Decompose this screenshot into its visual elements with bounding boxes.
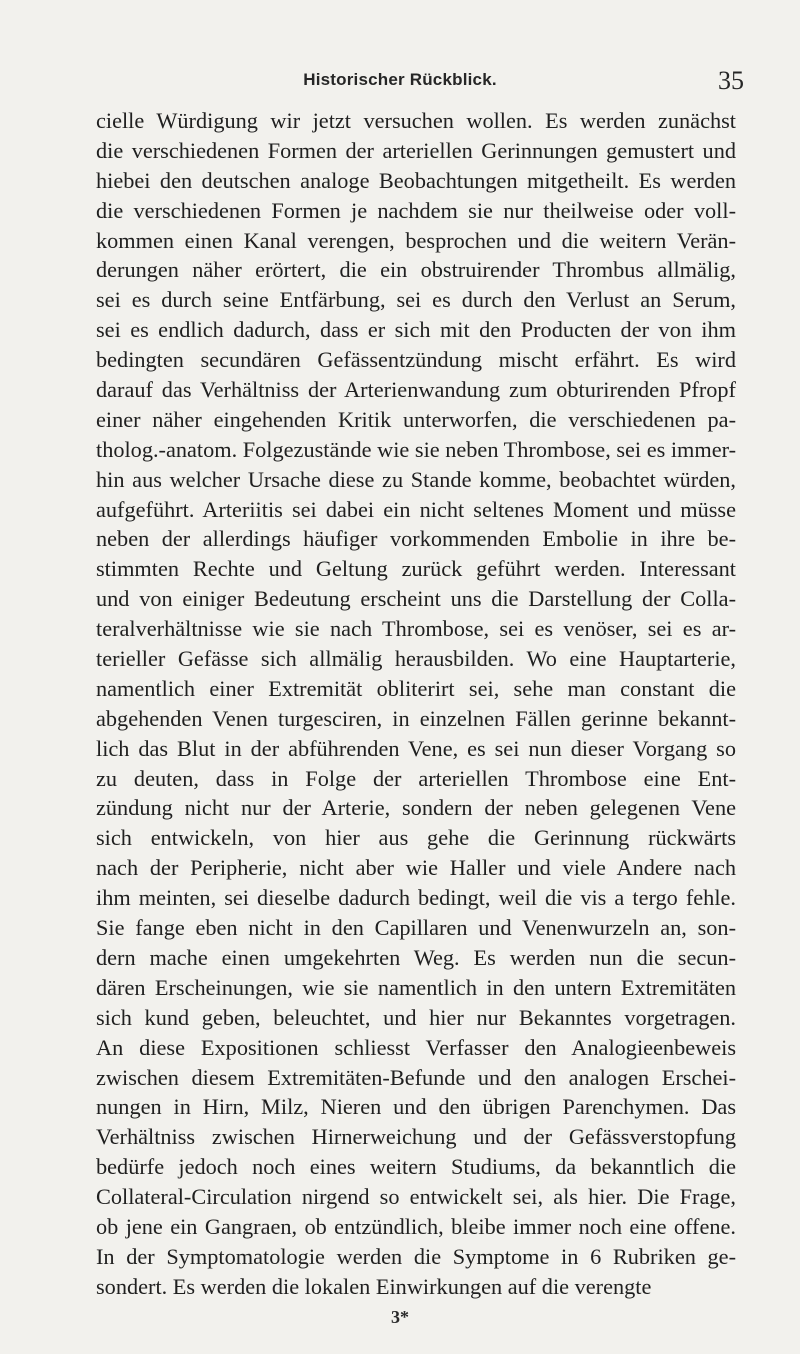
text-line: hin aus welcher Ursache diese zu Stande komme, beobachtet würden, <box>96 466 736 492</box>
text-line: derungen näher erörtert, die ein obstruirender Thrombus allmälig, <box>96 257 736 283</box>
text-line: sich entwickeln, von hier aus gehe die Gerinnung rückwärts <box>96 825 736 851</box>
running-head: Historischer Rückblick. <box>303 70 497 89</box>
text-line: bedürfe jedoch noch eines weitern Studiums, da bekanntlich die <box>96 1154 736 1180</box>
text-line: hiebei den deutschen analoge Beobachtungen mitgetheilt. Es werden <box>96 167 736 193</box>
text-line: tholog.-anatom. Folgezustände wie sie neben Thrombose, sei es immer- <box>96 436 736 462</box>
text-line: cielle Würdigung wir jetzt versuchen wollen. Es werden zunächst <box>96 108 736 133</box>
text-line: ihm meinten, sei dieselbe dadurch bedingt, weil die vis a tergo fehle. <box>96 885 736 911</box>
text-line: nungen in Hirn, Milz, Nieren und den übrigen Parenchymen. Das <box>96 1094 736 1120</box>
text-line: kommen einen Kanal verengen, besprochen und die weitern Verän- <box>96 227 736 253</box>
text-line: dern mache einen umgekehrten Weg. Es werden nun die secun- <box>96 944 736 970</box>
page-number: 35 <box>718 66 744 95</box>
text-line: zündung nicht nur der Arterie, sondern der neben gelegenen Vene <box>96 795 736 821</box>
text-line: Sie fange eben nicht in den Capillaren und Venenwurzeln an, son- <box>96 915 736 941</box>
text-line: sei es endlich dadurch, dass er sich mit den Producten der von ihm <box>96 317 736 343</box>
text-line: darauf das Verhältniss der Arterienwandung zum obturirenden Pfropf <box>96 377 736 403</box>
text-line: zwischen diesem Extremitäten-Befunde und den analogen Erschei- <box>96 1064 736 1090</box>
body-paragraph <box>96 106 736 1302</box>
text-line: bedingten secundären Gefässentzündung mischt erfährt. Es wird <box>96 347 736 373</box>
signature-mark: 3* <box>391 1307 409 1327</box>
text-line: An diese Expositionen schliesst Verfasser den Analogieenbeweis <box>96 1034 736 1060</box>
text-line: nach der Peripherie, nicht aber wie Haller und viele Andere nach <box>96 855 736 881</box>
text-line: dären Erscheinungen, wie sie namentlich in den untern Extremitäten <box>96 974 736 1000</box>
text-line: abgehenden Venen turgesciren, in einzelnen Fällen gerinne bekannt- <box>96 705 736 731</box>
text-line: sei es durch seine Entfärbung, sei es durch den Verlust an Serum, <box>96 287 736 313</box>
text-line: Collateral-Circulation nirgend so entwickelt sei, als hier. Die Frage, <box>96 1184 736 1210</box>
text-line: aufgeführt. Arteriitis sei dabei ein nicht seltenes Moment und müsse <box>96 496 736 522</box>
text-line: stimmten Rechte und Geltung zurück geführt werden. Interessant <box>96 556 736 582</box>
text-line: die verschiedenen Formen der arteriellen Gerinnungen gemustert und <box>96 137 736 163</box>
page-header <box>0 66 800 100</box>
text-line: teralverhältnisse wie sie nach Thrombose, sei es venöser, sei es ar- <box>96 616 736 642</box>
text-line: neben der allerdings häufiger vorkommenden Embolie in ihre be- <box>96 526 736 552</box>
text-line: lich das Blut in der abführenden Vene, es sei nun dieser Vorgang so <box>96 735 736 761</box>
text-line: Verhältniss zwischen Hirnerweichung und der Gefässverstopfung <box>96 1124 736 1150</box>
text-line: und von einiger Bedeutung erscheint uns die Darstellung der Colla- <box>96 586 736 612</box>
text-line: In der Symptomatologie werden die Symptome in 6 Rubriken ge- <box>96 1243 736 1269</box>
text-line: terieller Gefässe sich allmälig herausbilden. Wo eine Hauptarterie, <box>96 646 736 672</box>
text-line: zu deuten, dass in Folge der arteriellen Thrombose eine Ent- <box>96 765 736 791</box>
text-line: sondert. Es werden die lokalen Einwirkungen auf die verengte <box>96 1273 652 1299</box>
text-line: ob jene ein Gangraen, ob entzündlich, bleibe immer noch eine offene. <box>96 1213 736 1239</box>
text-line: sich kund geben, beleuchtet, und hier nur Bekanntes vorgetragen. <box>96 1004 736 1030</box>
text-line: die verschiedenen Formen je nachdem sie nur theilweise oder voll- <box>96 197 736 223</box>
text-line: namentlich einer Extremität obliterirt sei, sehe man constant die <box>96 675 736 701</box>
text-line: einer näher eingehenden Kritik unterworfen, die verschiedenen pa- <box>96 406 736 432</box>
